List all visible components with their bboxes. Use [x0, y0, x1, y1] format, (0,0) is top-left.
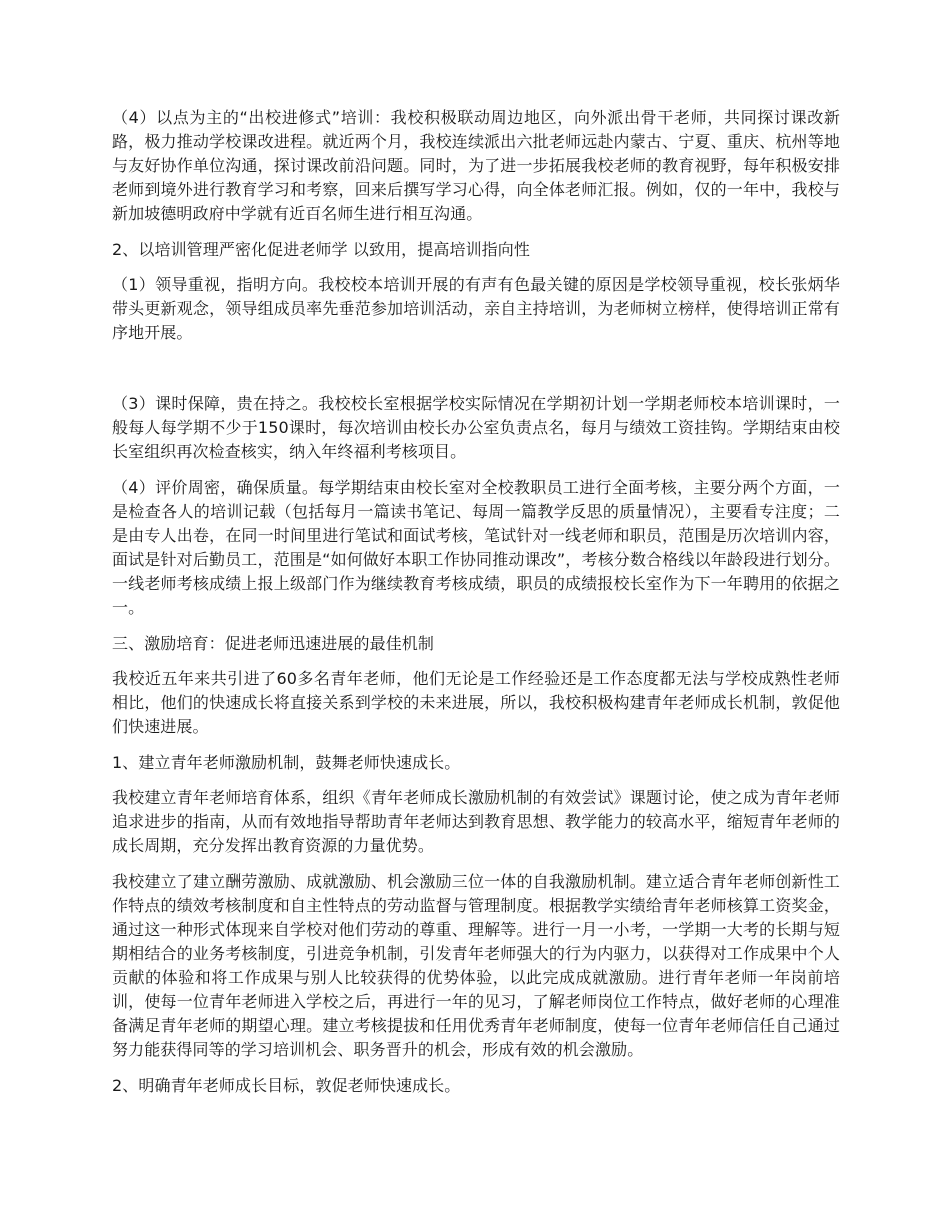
paragraph-evaluation: （4）评价周密，确保质量。每学期结束由校长室对全校教职员工进行全面考核，主要分两个方面，一是检查各人的培训记载（包括每月一篇读书笔记、每周一篇教学反思的质量情况），主要看专注度；二是由专人出卷，在同一时间里进行笔试和面试考核，笔试针对一线老师和职员，范围是历次培训内容，面试是针对后勤员工，范围是“如何做好本职工作协同推动课改”，考核分数合格线以年龄段进行划分。一线老师考核成绩上报上级部门作为继续教育考核成绩，职员的成绩报校长室作为下一年聘用的依据之一。 — [112, 478, 840, 617]
document-page — [112, 106, 840, 1109]
paragraph-class-hours: （3）课时保障，贵在持之。我校校长室根据学校实际情况在学期初计划一学期老师校本培训课时，一般每人每学期不少于150课时，每次培训由校长办公室负责点名，每月与绩效工资挂钩。学期结束由校长室组织再次检查核实，纳入年终福利考核项目。 — [112, 394, 840, 461]
heading-incentive-cultivation: 三、激励培育：促进老师迅速进展的最佳机制 — [112, 634, 435, 653]
paragraph-training-system: 我校建立青年老师培育体系，组织《青年老师成长激励机制的有效尝试》课题讨论，使之成为青年老师追求进步的指南，从而有效地指导帮助青年老师达到教育思想、教学能力的较高水平，缩短青年老师的成长周期，充分发挥出教育资源的力量优势。 — [112, 788, 840, 855]
paragraph-self-incentive: 我校建立了建立酬劳激励、成就激励、机会激励三位一体的自我激励机制。建立适合青年老师创新性工作特点的绩效考核制度和自主性特点的劳动监督与管理制度。根据教学实绩给青年老师核算工资奖金，通过这一种形式体现来自学校对他们劳动的尊重、理解等。进行一月一小考，一学期一大考的长期与短期相结合的业务考核制度，引进竞争机制，引发青年老师强大的行为内驱力，以获得对工作成果中个人贡献的体验和将工作成果与别人比较获得的优势体验，以此完成成就激励。进行青年老师一年岗前培训，使每一位青年老师进入学校之后，再进行一年的见习，了解老师岗位工作特点，做好老师的心理准备满足青年老师的期望心理。建立考核提拔和任用优秀青年老师制度，使每一位青年老师信任自己通过努力能获得同等的学习培训机会、职务晋升的机会，形成有效的机会激励。 — [112, 872, 840, 1059]
paragraph-young-teachers-intro: 我校近五年来共引进了60多名青年老师，他们无论是工作经验还是工作态度都无法与学校成熟性老师相比，他们的快速成长将直接关系到学校的未来进展，所以，我校积极构建青年老师成长机制，敦促他们快速进展。 — [112, 669, 840, 736]
heading-training-management: 2、以培训管理严密化促进老师学 以致用，提高培训指向性 — [112, 240, 530, 259]
heading-growth-goals: 2、明确青年老师成长目标，敦促老师快速成长。 — [112, 1076, 461, 1095]
blank-gap — [112, 357, 840, 392]
paragraph-outbound-training: （4）以点为主的“出校进修式”培训：我校积极联动周边地区，向外派出骨干老师，共同探讨课改新路，极力推动学校课改进程。就近两个月，我校连续派出六批老师远赴内蒙古、宁夏、重庆、杭州等地与友好协作单位沟通，探讨课改前沿问题。同时，为了进一步拓展我校老师的教育视野，每年积极安排老师到境外进行教育学习和考察，回来后撰写学习心得，向全体老师汇报。例如，仅的一年中，我校与新加坡德明政府中学就有近百名师生进行相互沟通。 — [112, 108, 840, 223]
heading-incentive-mechanism: 1、建立青年老师激励机制，鼓舞老师快速成长。 — [112, 753, 461, 772]
paragraph-leadership: （1）领导重视，指明方向。我校校本培训开展的有声有色最关键的原因是学校领导重视，校长张炳华带头更新观念，领导组成员率先垂范参加培训活动，亲自主持培训，为老师树立榜样，使得培训正常有序地开展。 — [112, 275, 840, 342]
